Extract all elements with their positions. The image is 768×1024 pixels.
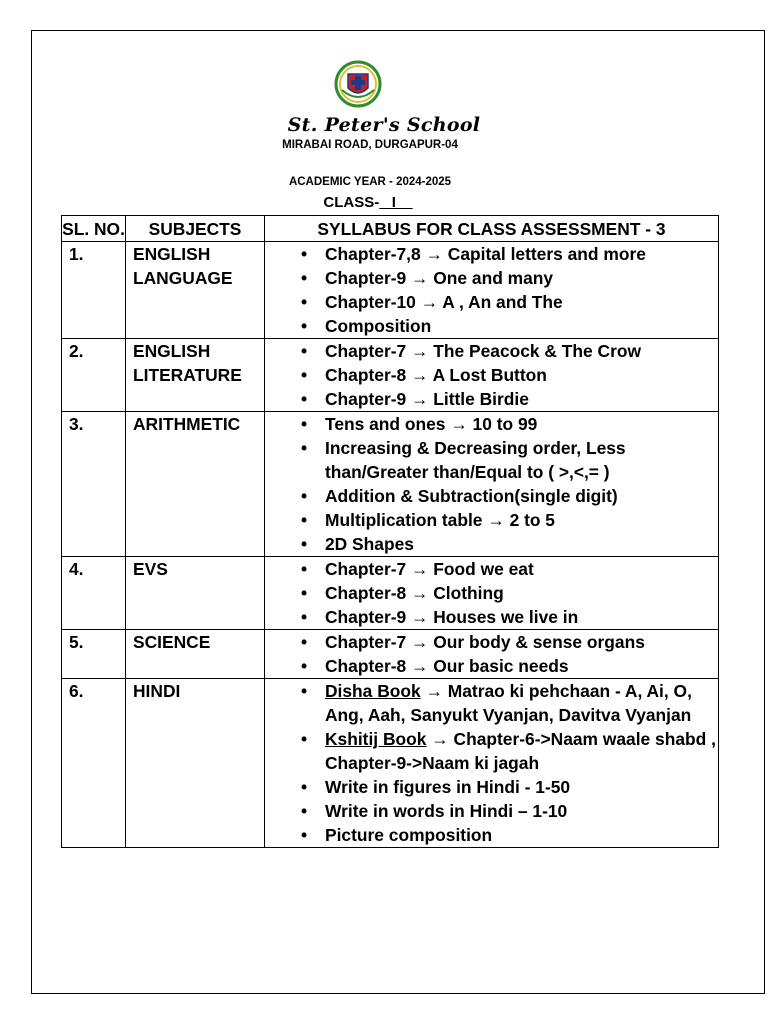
list-item: [272, 412, 718, 436]
row-sl-no: 1.: [62, 242, 126, 339]
bullet-icon: •: [301, 486, 308, 506]
list-item: [272, 654, 718, 678]
bullet-icon: •: [301, 365, 308, 385]
list-item: [272, 799, 718, 823]
arrow-icon: →: [450, 414, 468, 434]
row-subject: ARITHMETIC: [126, 412, 265, 557]
class-label: CLASS-: [323, 194, 380, 211]
list-item: [272, 727, 718, 775]
row-subject: ENGLISH LANGUAGE: [126, 242, 265, 339]
bullet-icon: •: [301, 729, 308, 749]
table-row: [62, 557, 719, 630]
item-detail: Food we eat: [433, 559, 534, 579]
arrow-icon: →: [420, 292, 439, 312]
row-subject: HINDI: [126, 679, 265, 848]
item-text: Kshitij Book: [325, 729, 427, 749]
arrow-icon: →: [411, 341, 429, 361]
bullet-icon: •: [301, 341, 308, 361]
arrow-icon: →: [425, 244, 443, 264]
row-subject: EVS: [126, 557, 265, 630]
class-line: [0, 194, 736, 211]
list-item: [272, 363, 718, 387]
bullet-icon: •: [301, 389, 308, 409]
bullet-icon: •: [301, 632, 308, 652]
bullet-icon: •: [301, 681, 308, 701]
syllabus-list: [272, 339, 718, 411]
item-text: Write in words in Hindi – 1-10: [325, 801, 568, 821]
bullet-icon: •: [301, 534, 308, 554]
item-text: Addition & Subtraction(single digit): [325, 486, 618, 506]
item-text: Write in figures in Hindi - 1-50: [325, 777, 571, 797]
bullet-icon: •: [301, 825, 308, 845]
item-detail: Clothing: [433, 583, 504, 603]
table-row: [62, 412, 719, 557]
item-text: Chapter-7,8: [325, 244, 421, 264]
list-item: [272, 484, 718, 508]
list-item: [272, 775, 718, 799]
list-item: [272, 436, 718, 484]
table-header-row: [62, 216, 719, 242]
arrow-icon: →: [411, 365, 429, 385]
row-syllabus: [265, 339, 719, 412]
item-text: Chapter-8: [325, 365, 407, 385]
item-text: Multiplication table: [325, 510, 483, 530]
list-item: [272, 266, 718, 290]
list-item: [272, 679, 718, 727]
table-row: [62, 630, 719, 679]
row-sl-no: 2.: [62, 339, 126, 412]
row-syllabus: [265, 630, 719, 679]
item-text: Chapter-9: [325, 268, 407, 288]
header-syllabus: SYLLABUS FOR CLASS ASSESSMENT - 3: [265, 216, 719, 242]
item-text: Chapter-7: [325, 559, 407, 579]
item-text: Chapter-8: [325, 656, 407, 676]
item-detail: Houses we live in: [433, 607, 579, 627]
arrow-icon: →: [411, 559, 429, 579]
table-row: [62, 242, 719, 339]
item-text: Increasing & Decreasing order, Less than/Greater than/Equal to ( >,<,= ): [325, 438, 626, 482]
school-address: MIRABAI ROAD, DURGAPUR-04: [282, 139, 458, 151]
school-name: St. Peter's School: [287, 114, 481, 136]
list-item: [272, 242, 718, 266]
list-item: [272, 387, 718, 411]
bullet-icon: •: [301, 438, 308, 458]
bullet-icon: •: [301, 244, 308, 264]
row-sl-no: 6.: [62, 679, 126, 848]
item-detail: Our body & sense organs: [433, 632, 645, 652]
arrow-icon: →: [425, 681, 443, 701]
bullet-icon: •: [301, 510, 308, 530]
syllabus-list: [272, 679, 718, 847]
list-item: [272, 823, 718, 847]
item-text: Chapter-7: [325, 341, 407, 361]
syllabus-list: [272, 242, 718, 338]
item-text: 2D Shapes: [325, 534, 414, 554]
table-row: [62, 679, 719, 848]
school-crest-logo: [334, 60, 382, 108]
row-subject: SCIENCE: [126, 630, 265, 679]
bullet-icon: •: [301, 559, 308, 579]
list-item: [272, 339, 718, 363]
row-syllabus: [265, 412, 719, 557]
item-detail: 2 to 5: [509, 510, 555, 530]
bullet-icon: •: [301, 656, 308, 676]
row-sl-no: 4.: [62, 557, 126, 630]
item-text: Chapter-10: [325, 292, 416, 312]
list-item: [272, 630, 718, 654]
bullet-icon: •: [301, 801, 308, 821]
item-text: Disha Book: [325, 681, 421, 701]
row-subject: ENGLISH LITERATURE: [126, 339, 265, 412]
list-item: [272, 532, 718, 556]
item-detail: One and many: [433, 268, 554, 288]
syllabus-list: [272, 412, 718, 556]
item-detail: Chapter-6->Naam waale shabd , Chapter-9->Naam ki jagah: [325, 729, 716, 773]
row-syllabus: [265, 242, 719, 339]
arrow-icon: →: [411, 268, 429, 288]
item-text: Chapter-9: [325, 389, 407, 409]
item-detail: Our basic needs: [433, 656, 569, 676]
list-item: [272, 581, 718, 605]
item-text: Composition: [325, 316, 432, 336]
row-sl-no: 5.: [62, 630, 126, 679]
list-item: [272, 508, 718, 532]
item-detail: Matrao ki pehchaan - A, Ai, O, Ang, Aah, Sanyukt Vyanjan, Davitva Vyanjan: [325, 681, 692, 725]
header-sl-no: SL. NO.: [62, 216, 126, 242]
bullet-icon: •: [301, 607, 308, 627]
list-item: [272, 605, 718, 629]
arrow-icon: →: [487, 510, 505, 530]
item-text: Chapter-7: [325, 632, 407, 652]
arrow-icon: →: [411, 632, 429, 652]
row-syllabus: [265, 557, 719, 630]
arrow-icon: →: [431, 729, 449, 749]
item-detail: The Peacock & The Crow: [433, 341, 642, 361]
bullet-icon: •: [301, 777, 308, 797]
bullet-icon: •: [301, 583, 308, 603]
item-detail: A Lost Button: [432, 365, 547, 385]
item-detail: Little Birdie: [433, 389, 529, 409]
arrow-icon: →: [411, 656, 429, 676]
bullet-icon: •: [301, 268, 308, 288]
list-item: [272, 557, 718, 581]
item-detail: 10 to 99: [472, 414, 538, 434]
syllabus-list: [272, 630, 718, 678]
header-subjects: SUBJECTS: [126, 216, 265, 242]
row-syllabus: [265, 679, 719, 848]
arrow-icon: →: [411, 607, 429, 627]
row-sl-no: 3.: [62, 412, 126, 557]
list-item: [272, 314, 718, 338]
class-value: _I__: [379, 194, 413, 211]
arrow-icon: →: [411, 583, 429, 603]
academic-year: ACADEMIC YEAR - 2024-2025: [288, 176, 452, 188]
syllabus-list: [272, 557, 718, 629]
item-text: Chapter-8: [325, 583, 407, 603]
table-row: [62, 339, 719, 412]
list-item: [272, 290, 718, 314]
bullet-icon: •: [301, 292, 308, 312]
item-text: Tens and ones: [325, 414, 446, 434]
bullet-icon: •: [301, 316, 308, 336]
item-text: Picture composition: [325, 825, 493, 845]
item-detail: Capital letters and more: [447, 244, 646, 264]
syllabus-table: [61, 215, 719, 848]
item-detail: A , An and The: [442, 292, 563, 312]
item-text: Chapter-9: [325, 607, 407, 627]
arrow-icon: →: [411, 389, 429, 409]
bullet-icon: •: [301, 414, 308, 434]
